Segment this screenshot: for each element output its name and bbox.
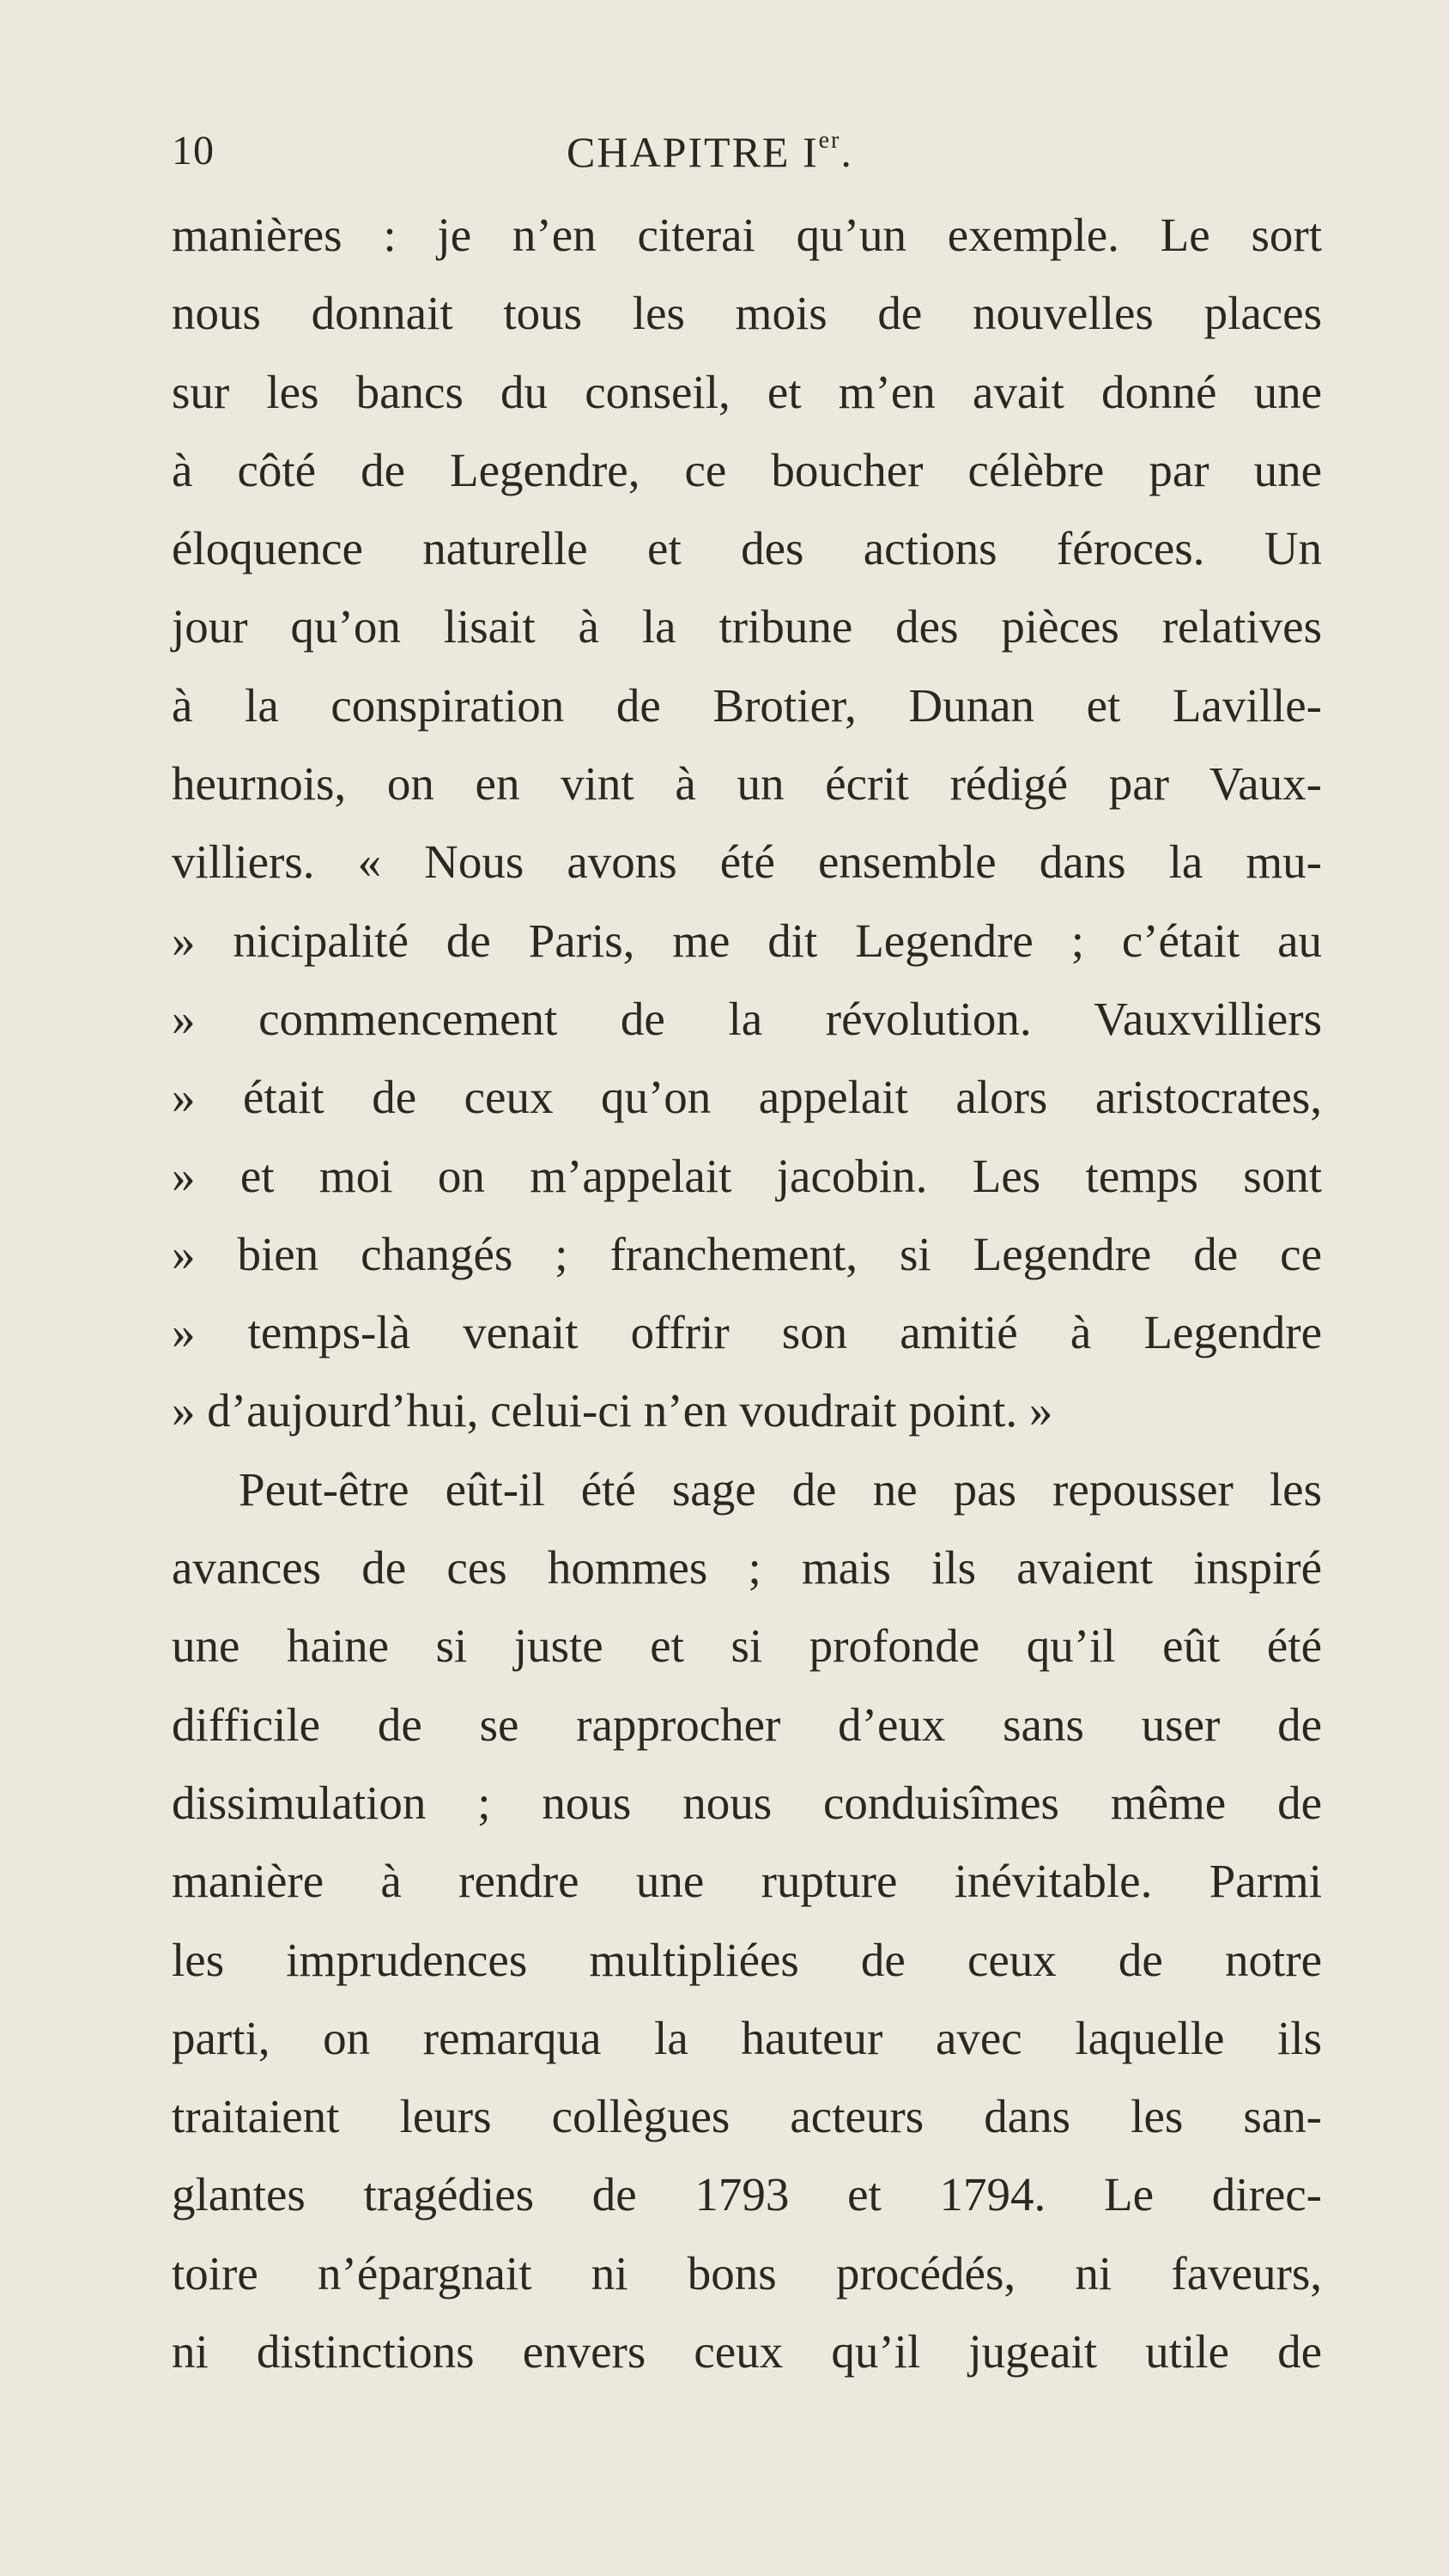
text-line: difficile de se rapprocher d’eux sans user de xyxy=(172,1698,1322,1751)
page-number: 10 xyxy=(172,128,215,173)
text-line: » était de ceux qu’on appelait alors aristocrates, xyxy=(172,1071,1322,1124)
text-line: Peut-être eût-il été sage de ne pas repousser les xyxy=(239,1462,1322,1516)
running-head-superscript: er xyxy=(818,127,841,154)
text-line: toire n’épargnait ni bons procédés, ni faveurs, xyxy=(172,2246,1322,2300)
text-line: » commencement de la révolution. Vauxvilliers xyxy=(172,992,1322,1045)
text-line: villiers. « Nous avons été ensemble dans la mu- xyxy=(172,835,1322,889)
text-line: ni distinctions envers ceux qu’il jugeait utile de xyxy=(172,2325,1322,2379)
text-line: sur les bancs du conseil, et m’en avait donné une xyxy=(172,365,1322,418)
text-line: » d’aujourd’hui, celui-ci n’en voudrait point. » xyxy=(172,1384,1053,1437)
text-line: glantes tragédies de 1793 et 1794. Le direc- xyxy=(172,2168,1322,2221)
text-line: parti, on remarqua la hauteur avec laquelle ils xyxy=(172,2011,1322,2064)
page-header xyxy=(172,127,1373,196)
running-head xyxy=(567,127,853,177)
text-line: une haine si juste et si profonde qu’il eût été xyxy=(172,1619,1322,1673)
text-line: à côté de Legendre, ce boucher célèbre par une xyxy=(172,443,1322,496)
running-head-period: . xyxy=(840,128,853,176)
text-line: jour qu’on lisait à la tribune des pièces relatives xyxy=(172,600,1322,653)
running-head-title: CHAPITRE I xyxy=(567,128,819,176)
body-text xyxy=(172,196,1322,2391)
text-line: les imprudences multipliées de ceux de notre xyxy=(172,1933,1322,1986)
text-line: éloquence naturelle et des actions féroces. Un xyxy=(172,522,1322,575)
text-line: avances de ces hommes ; mais ils avaient inspiré xyxy=(172,1541,1322,1595)
text-line: manière à rendre une rupture inévitable. Parmi xyxy=(172,1855,1322,1908)
text-line: nous donnait tous les mois de nouvelles places xyxy=(172,287,1322,340)
text-line: à la conspiration de Brotier, Dunan et Laville- xyxy=(172,678,1322,732)
text-line: manières : je n’en citerai qu’un exemple. Le sort xyxy=(172,209,1322,261)
text-line: traitaient leurs collègues acteurs dans les san- xyxy=(172,2090,1322,2143)
text-line: » nicipalité de Paris, me dit Legendre ; c’était au xyxy=(172,914,1322,967)
text-line: » temps-là venait offrir son amitié à Legendre xyxy=(172,1306,1322,1359)
text-line: dissimulation ; nous nous conduisîmes même de xyxy=(172,1776,1322,1829)
text-line: » bien changés ; franchement, si Legendre de ce xyxy=(172,1227,1322,1280)
text-line: » et moi on m’appelait jacobin. Les temps sont xyxy=(172,1149,1322,1202)
text-line: heurnois, on en vint à un écrit rédigé par Vaux- xyxy=(172,757,1322,811)
